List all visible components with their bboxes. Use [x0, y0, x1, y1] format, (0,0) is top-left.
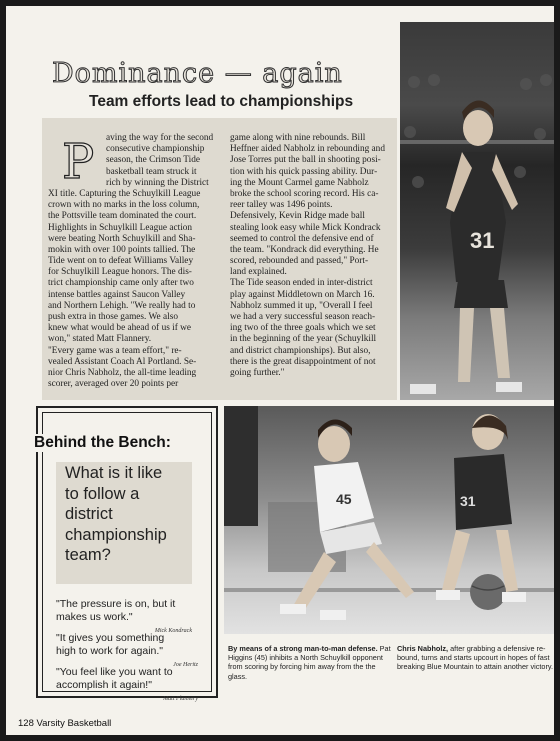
- story-line: in the beginning of the year (Schuylkill: [230, 334, 377, 345]
- caption-text: Higgins (45) inhibits a North Schuylkill opponent: [228, 653, 383, 663]
- quote-line: "The pressure is on, but it: [56, 598, 176, 610]
- quote-line: makes us work.": [56, 610, 133, 623]
- story-line: knew what would be ahead of us if we: [48, 323, 192, 334]
- story-box: [42, 118, 397, 400]
- story-line: Defensively, Kevin Ridge made ball: [230, 211, 365, 222]
- story-line: scorer, averaged over 20 points per: [48, 379, 179, 390]
- drop-cap: P: [62, 134, 95, 190]
- story-line: broke the school scoring record. His ca-: [230, 188, 379, 199]
- caption-lead: Chris Nabholz,: [397, 644, 449, 653]
- caption-text: bound, turns and starts upcourt in hopes of fast: [397, 653, 550, 663]
- story-line: Jose Torres put the ball in shooting posi-: [230, 155, 381, 166]
- question-line: What is it like: [65, 464, 163, 482]
- quote-attribution: Mick Kondrack: [154, 628, 192, 634]
- story-line: rich by winning the District: [106, 177, 209, 188]
- page-subtitle: Team efforts lead to championships: [89, 93, 354, 110]
- photo-caption-right: [397, 644, 553, 672]
- story-line: aving the way for the second: [106, 133, 214, 143]
- story-line: won," stated Matt Flannery.: [48, 334, 152, 345]
- page-title: Dominance — again: [52, 58, 343, 89]
- story-line: stealing look easy while Mick Kondrack: [230, 222, 381, 233]
- story-line: there is the great disappointment of not: [230, 356, 376, 367]
- story-line: nior Chris Nabholz, the all-time leading: [48, 367, 197, 378]
- question-line: to follow a: [65, 484, 140, 503]
- story-line: the team. "Kondrack did everything. He: [230, 244, 379, 255]
- quote-line: high to work for again.": [56, 644, 164, 657]
- story-line: push extra in those games. We also: [48, 312, 178, 322]
- caption-lead: By means of a strong man-to-man defense.: [228, 644, 378, 653]
- story-line: The Tide season ended in inter-district: [230, 278, 373, 289]
- story-line: were beating North Schuylkill and Sha-: [48, 233, 196, 244]
- quote-heritz: [56, 632, 206, 668]
- caption-text: from scoring by forcing him away from the the: [228, 662, 376, 672]
- story-line: consecutive championship: [106, 144, 205, 155]
- story-column-2: [230, 133, 385, 379]
- story-line: Heffner aided Nabholz in rebounding and: [230, 144, 385, 155]
- sidebar-title: Behind the Bench:: [30, 434, 175, 452]
- photo-caption-left: [228, 644, 391, 681]
- caption-text: Pat: [377, 644, 391, 653]
- jersey-number: 31: [460, 493, 476, 509]
- question-line: team?: [65, 546, 111, 564]
- story-line: going further.": [230, 367, 285, 378]
- quote-attribution: Matt Flannery: [163, 696, 198, 702]
- story-line: and district championships). But also,: [230, 345, 371, 356]
- story-line: mokin with over 100 points tallied. The: [48, 244, 196, 255]
- story-column-1: [48, 133, 213, 390]
- story-line: we had a very successful season reach-: [230, 312, 376, 322]
- story-line: trict championship came only after two: [48, 278, 194, 289]
- quote-flannery: [56, 666, 206, 702]
- story-line: Tide went on to defeat Williams Valley: [48, 256, 194, 267]
- defense-action-photo: [224, 406, 554, 634]
- sidebar-question: [56, 462, 192, 584]
- story-line: vealed Assistant Coach Al Portland. Se-: [48, 356, 197, 367]
- quote-kondrack: [56, 598, 200, 634]
- caption-text: breaking Blue Mountain to attain another victory.: [397, 662, 554, 672]
- quote-line: "It gives you something: [56, 632, 165, 644]
- story-line: Nabholz summed it up, "Overall I feel: [230, 300, 373, 311]
- story-line: and Northern Lehigh. "We really had to: [48, 300, 196, 311]
- caption-text: glass.: [228, 671, 248, 681]
- page-folio: 128 Varsity Basketball: [18, 718, 112, 729]
- story-line: play against Middletown on March 16.: [230, 289, 375, 300]
- quote-line: accomplish it again!": [56, 678, 152, 691]
- story-line: seemed to control the defensive end of: [230, 233, 374, 244]
- player-dribbling-illustration: [400, 22, 554, 400]
- yearbook-page: [6, 6, 554, 735]
- story-line: reer talley was 1496 points.: [230, 200, 333, 211]
- story-line: scored, rebounded and passed," Port-: [230, 256, 369, 267]
- two-players-illustration: [224, 406, 554, 634]
- jersey-number: 31: [470, 228, 495, 253]
- story-line: Highlights in Schuylkill League action: [48, 222, 193, 233]
- story-line: intense battles against Saucon Valley: [48, 289, 186, 300]
- story-line: the Pottsville team dominated the court.: [48, 211, 197, 222]
- story-line: ing the Mount Carmel game Nabholz: [230, 177, 369, 188]
- caption-text: after grabbing a defensive re-: [448, 644, 546, 653]
- story-line: game along with nine rebounds. Bill: [230, 133, 366, 143]
- quote-line: "You feel like you want to: [56, 666, 173, 678]
- jersey-number: 45: [336, 491, 352, 507]
- quote-attribution: Joe Heritz: [173, 662, 198, 668]
- story-line: tion with his quick passing ability. Dur-: [230, 166, 378, 177]
- story-line: land explained.: [230, 267, 287, 278]
- question-line: district: [65, 505, 113, 523]
- story-line: for Schuylkill League honors. The dis-: [48, 267, 192, 278]
- story-line: ing two of the three goals which we set: [230, 323, 376, 334]
- story-line: season, the Crimson Tide: [106, 155, 201, 166]
- question-line: championship: [65, 525, 167, 544]
- story-line: crown with no marks in the loss column,: [48, 200, 200, 211]
- story-line: basketball team struck it: [106, 166, 197, 177]
- player-action-photo: [400, 22, 554, 400]
- story-line: XI title. Capturing the Schuylkill League: [48, 188, 201, 199]
- story-line: "Every game was a team effort," re-: [48, 345, 182, 356]
